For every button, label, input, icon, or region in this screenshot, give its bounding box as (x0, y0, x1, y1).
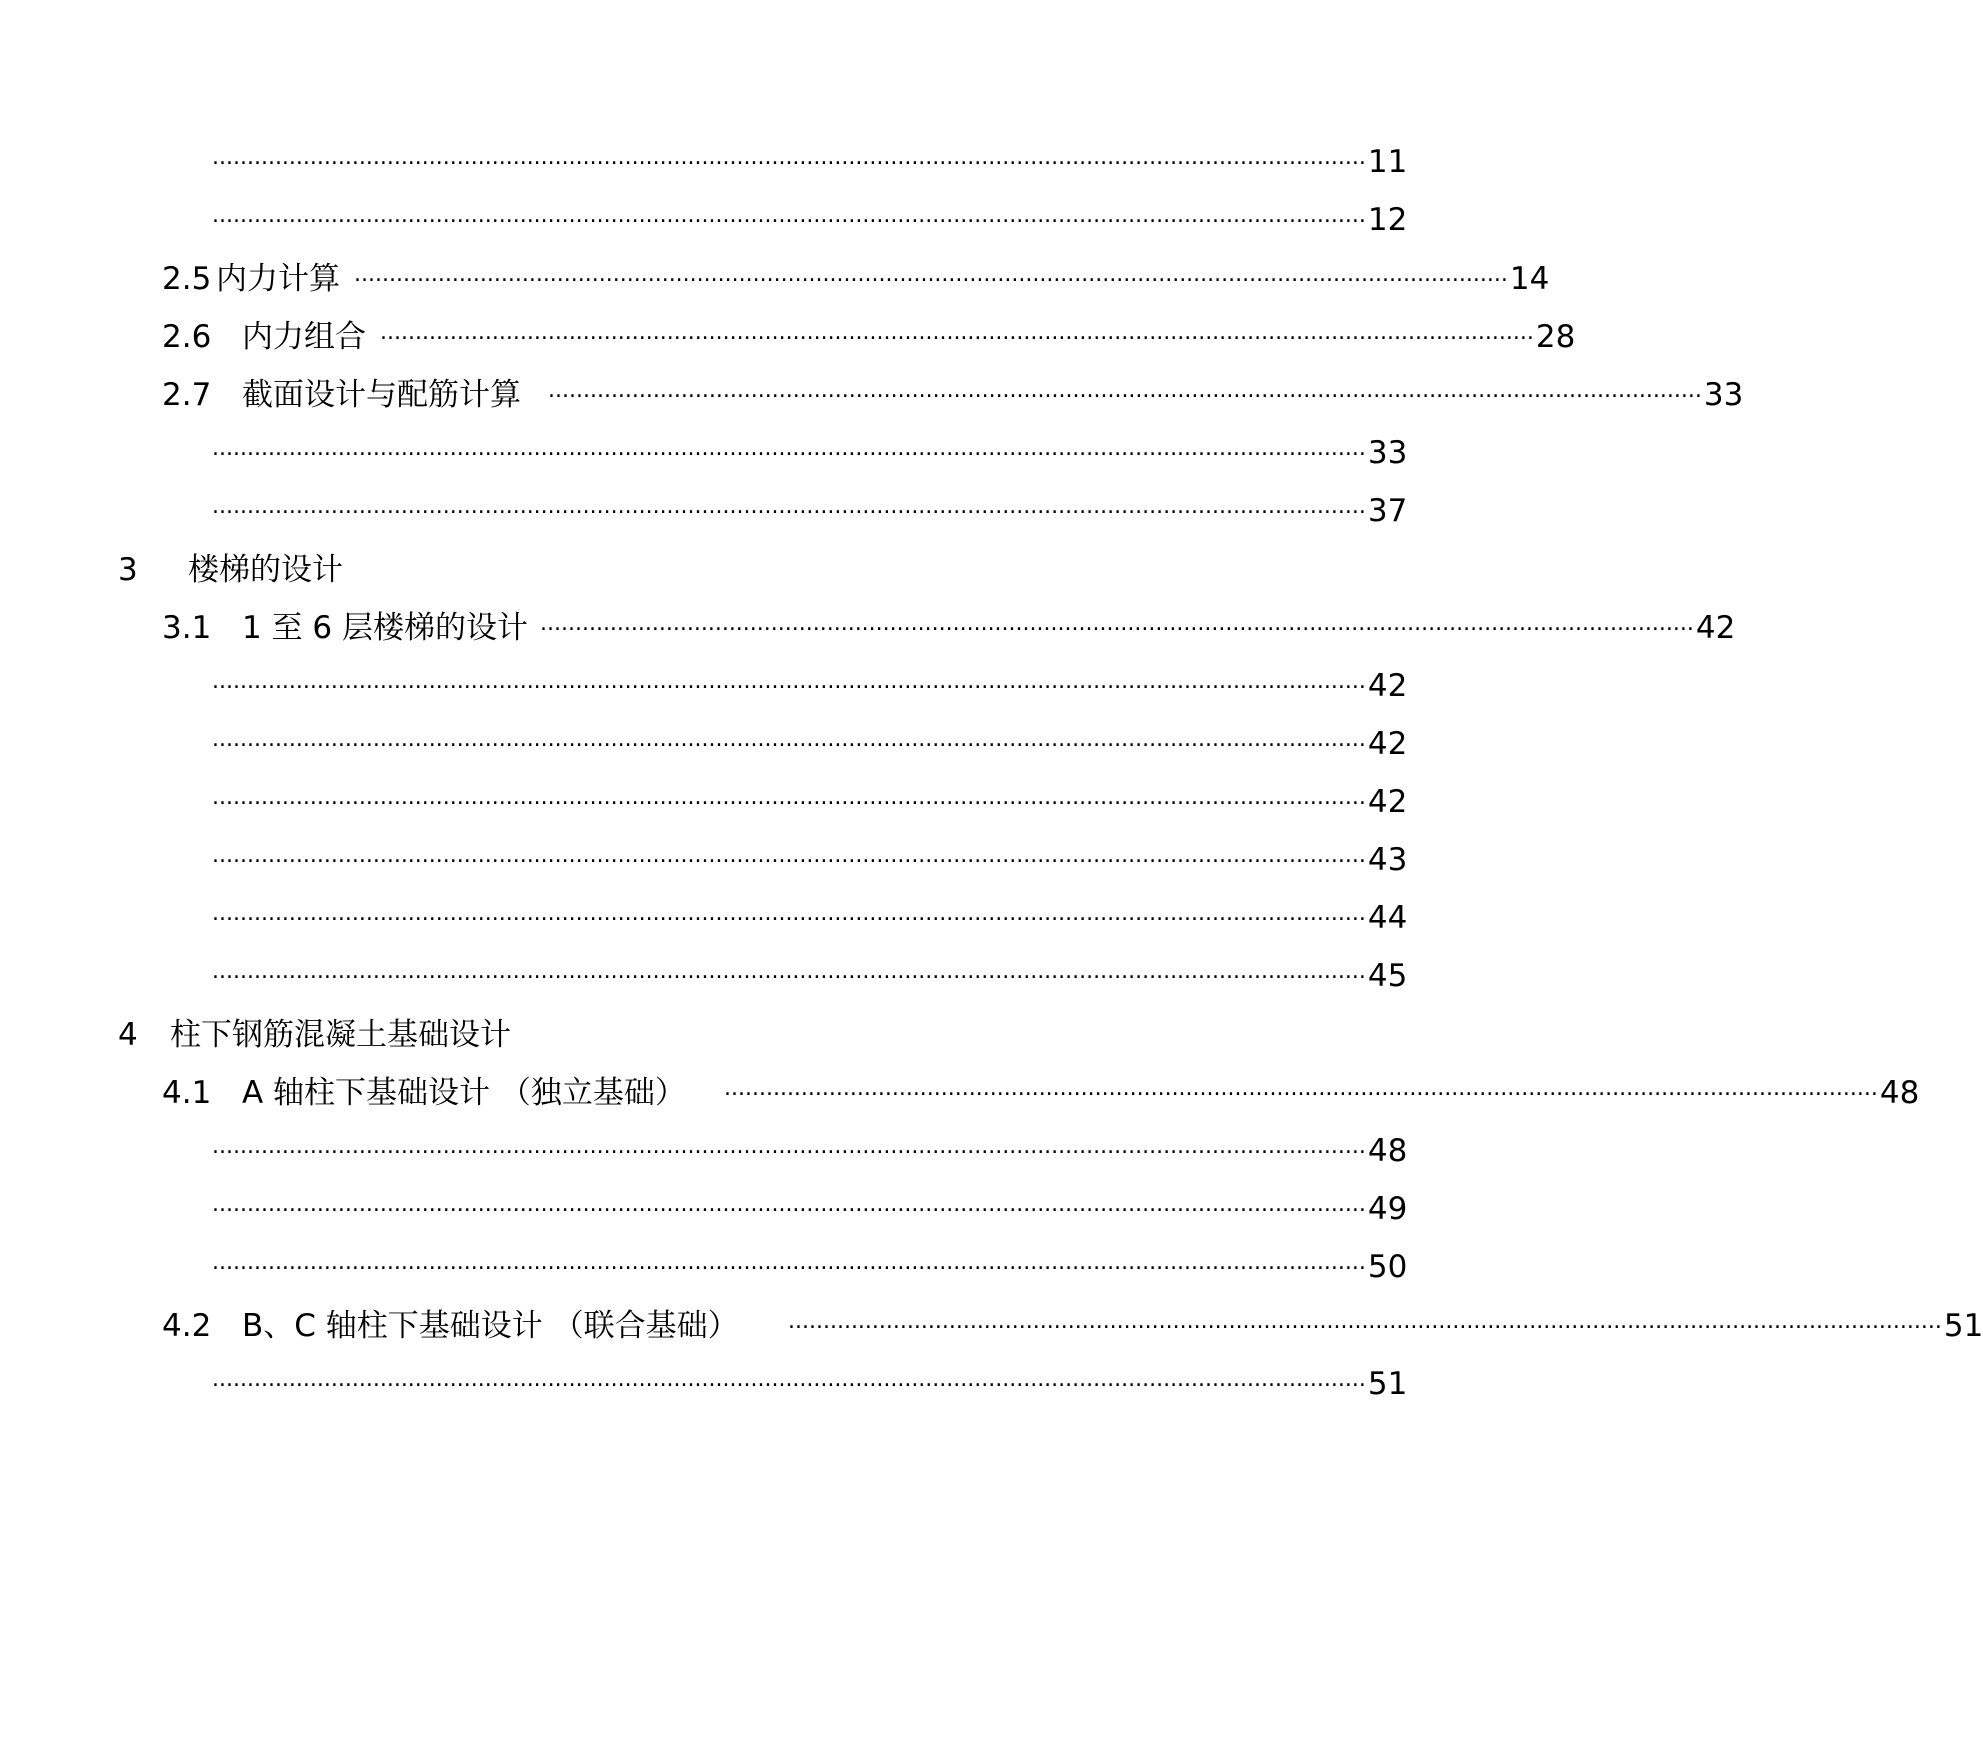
toc-section-number: 2.6 (162, 319, 212, 355)
toc-entry (212, 780, 1408, 824)
toc-page-number: 33 (1703, 377, 1744, 413)
toc-page-number: 51 (1367, 1366, 1408, 1402)
toc-page-number: 45 (1367, 958, 1408, 994)
dot-leader: ..................................................................................................................................................................... (212, 1250, 1366, 1275)
toc-entry (162, 1304, 1983, 1348)
toc-page-number: 37 (1367, 493, 1408, 529)
toc-section-number: 4.1 (162, 1075, 212, 1111)
toc-page-number: 51 (1943, 1308, 1983, 1344)
toc-entry (162, 257, 1550, 301)
toc-page-number: 12 (1367, 202, 1408, 238)
dot-leader: ..................................................................................................................................................................... (788, 1309, 1942, 1334)
dot-leader: ..................................................................................................................................................................... (212, 1134, 1366, 1159)
toc-leader (212, 838, 1408, 882)
toc-page-number: 48 (1367, 1133, 1408, 1169)
toc-entry (212, 140, 1408, 184)
toc-section-title: 截面设计与配筋计算 (242, 377, 521, 413)
toc-chapter (118, 1013, 1058, 1057)
toc-page-number: 11 (1367, 144, 1408, 180)
toc-entry (212, 954, 1408, 998)
toc-entry (212, 664, 1408, 708)
toc-entry (212, 1245, 1408, 1289)
toc-leader (212, 1187, 1408, 1231)
toc-page-number: 50 (1367, 1249, 1408, 1285)
toc-section-title: 内力计算 (216, 261, 340, 297)
toc-entry (212, 1362, 1408, 1406)
toc-leader (354, 257, 1550, 301)
toc-page-number: 48 (1879, 1075, 1920, 1111)
toc-entry (162, 315, 1576, 359)
toc-leader (212, 431, 1408, 475)
dot-leader: ..................................................................................................................................................................... (212, 203, 1366, 228)
dot-leader: ..................................................................................................................................................................... (212, 727, 1366, 752)
toc-page-number: 33 (1367, 435, 1408, 471)
dot-leader: ..................................................................................................................................................................... (212, 959, 1366, 984)
dot-leader: ..................................................................................................................................................................... (212, 843, 1366, 868)
toc-page-number: 44 (1367, 900, 1408, 936)
toc-section-number: 2.7 (162, 377, 212, 413)
toc-entry (212, 1129, 1408, 1173)
toc-entry (162, 373, 1744, 417)
toc-leader (788, 1304, 1983, 1348)
toc-entry (212, 1187, 1408, 1231)
dot-leader: ..................................................................................................................................................................... (212, 1192, 1366, 1217)
toc-entry (212, 198, 1408, 242)
toc-entry (162, 606, 1736, 650)
dot-leader: ..................................................................................................................................................................... (212, 1367, 1366, 1392)
toc-section-number: 3.1 (162, 610, 212, 646)
toc-leader (724, 1071, 1920, 1115)
toc-leader (540, 606, 1736, 650)
toc-page-number: 14 (1509, 261, 1550, 297)
toc-leader (212, 1362, 1408, 1406)
dot-leader: ..................................................................................................................................................................... (548, 378, 1702, 403)
toc-leader (212, 722, 1408, 766)
toc-section-title: 1 至 6 层楼梯的设计 (242, 610, 529, 646)
toc-chapter-number: 4 (118, 1017, 138, 1053)
toc-chapter-number: 3 (118, 552, 138, 588)
toc-page-number: 28 (1535, 319, 1576, 355)
dot-leader: ..................................................................................................................................................................... (212, 494, 1366, 519)
toc-chapter-title: 柱下钢筋混凝土基础设计 (170, 1017, 511, 1053)
toc-entry (212, 838, 1408, 882)
toc-leader (380, 315, 1576, 359)
toc-section-number: 2.5 (162, 261, 212, 297)
dot-leader: ..................................................................................................................................................................... (212, 901, 1366, 926)
toc-page-number: 49 (1367, 1191, 1408, 1227)
toc-leader (548, 373, 1744, 417)
toc-entry (212, 431, 1408, 475)
toc-entry (212, 896, 1408, 940)
toc-leader (212, 140, 1408, 184)
toc-leader (212, 198, 1408, 242)
toc-entry (212, 722, 1408, 766)
dot-leader: ..................................................................................................................................................................... (380, 320, 1534, 345)
toc-section-title: 内力组合 (242, 319, 366, 355)
dot-leader: ..................................................................................................................................................................... (212, 436, 1366, 461)
toc-section-number: 4.2 (162, 1308, 212, 1344)
toc-leader (212, 954, 1408, 998)
toc-chapter-title: 楼梯的设计 (188, 552, 343, 588)
toc-page-number: 42 (1367, 784, 1408, 820)
toc-page-number: 42 (1367, 668, 1408, 704)
toc-section-title: A 轴柱下基础设计 （独立基础） (242, 1075, 686, 1111)
dot-leader: ..................................................................................................................................................................... (724, 1076, 1878, 1101)
toc-leader (212, 489, 1408, 533)
toc-page-number: 43 (1367, 842, 1408, 878)
toc-section-title: B、C 轴柱下基础设计 （联合基础） (242, 1308, 739, 1344)
toc-leader (212, 896, 1408, 940)
toc-leader (212, 780, 1408, 824)
toc-leader (212, 1129, 1408, 1173)
toc-leader (212, 664, 1408, 708)
dot-leader: ..................................................................................................................................................................... (212, 669, 1366, 694)
dot-leader: ..................................................................................................................................................................... (212, 145, 1366, 170)
toc-entry (212, 489, 1408, 533)
toc-page-number: 42 (1695, 610, 1736, 646)
dot-leader: ..................................................................................................................................................................... (212, 785, 1366, 810)
toc-leader (212, 1245, 1408, 1289)
toc-chapter (118, 548, 1058, 592)
toc-entry (162, 1071, 1920, 1115)
dot-leader: ..................................................................................................................................................................... (354, 262, 1508, 287)
toc-page-number: 42 (1367, 726, 1408, 762)
dot-leader: ..................................................................................................................................................................... (540, 611, 1694, 636)
